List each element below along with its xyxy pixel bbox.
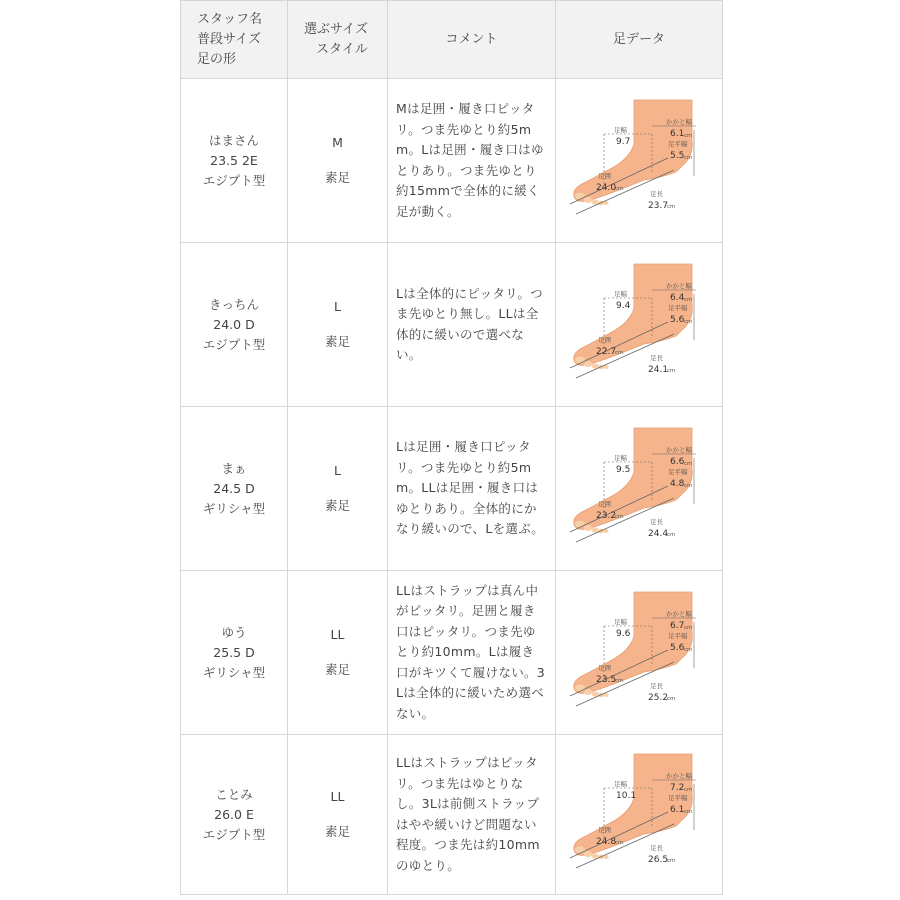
foot-shape: エジプト型 [202, 336, 266, 352]
flat-label: 足平幅 [668, 467, 688, 476]
heel-unit: cm [684, 786, 693, 793]
heel-value: 7.2 [670, 782, 685, 793]
chosen-size: M [332, 135, 343, 150]
heel-unit: cm [684, 132, 693, 139]
header-size-line: 選ぶサイズ [304, 21, 368, 37]
comment-cell: Mは足囲・履き口ピッタリ。つま先ゆとり約5mm。Lは足囲・履き口はゆとりあり。つま先ゆとり約15mmで全体的に緩く足が動く。 [388, 79, 556, 243]
header-foot-data: 足データ [556, 1, 723, 79]
staff-cell [181, 571, 288, 735]
heel-value: 6.6 [670, 456, 685, 467]
staff-name: まぁ [221, 460, 247, 476]
length-label: 足長 [650, 681, 663, 690]
header-staff-line: 足の形 [197, 51, 237, 67]
size-cell [288, 571, 388, 735]
length-label: 足長 [650, 843, 663, 852]
ball-value: 9.6 [616, 628, 631, 639]
foot-shape: エジプト型 [202, 172, 266, 188]
foot-diagram [564, 588, 714, 718]
length-value: 23.7 [648, 200, 669, 211]
foot-shape: ギリシャ型 [202, 500, 266, 516]
staff-name: はまさん [208, 132, 259, 148]
toe-shape [575, 356, 585, 363]
usual-size: 26.0 E [214, 806, 254, 822]
header-staff-line: スタッフ名 [197, 11, 263, 27]
heel-label: かかと幅 [666, 771, 692, 780]
size-cell [288, 407, 388, 571]
usual-size: 24.0 D [213, 316, 255, 332]
toe-shape [592, 853, 599, 858]
usual-size: 24.5 D [213, 480, 255, 496]
staff-cell [181, 243, 288, 407]
staff-cell [181, 407, 288, 571]
flat-value: 4.8 [670, 478, 685, 489]
foot-diagram [564, 260, 714, 390]
comment-cell: Lは全体的にピッタリ。つま先ゆとり無し。LLは全体的に緩いので選べない。 [388, 243, 556, 407]
size-cell [288, 735, 388, 895]
comment-cell: LLはストラップはピッタリ。つま先はゆとりなし。3Lは前側ストラップはやや緩いけど問題ない程度。つま先は約10mmのゆとり。 [388, 735, 556, 895]
staff-cell [181, 735, 288, 895]
instep-unit: cm [615, 185, 624, 192]
length-value: 24.4 [648, 528, 669, 539]
length-label: 足長 [650, 353, 663, 362]
foot-data-cell [556, 571, 723, 735]
foot-data-cell [556, 79, 723, 243]
flat-value: 5.5 [670, 150, 685, 161]
chosen-size: LL [330, 789, 345, 804]
foot-data-cell [556, 243, 723, 407]
foot-diagram [564, 96, 714, 226]
toe-shape [592, 527, 599, 532]
heel-label: かかと幅 [666, 117, 692, 126]
foot-diagram [564, 750, 714, 880]
staff-row [181, 407, 723, 571]
instep-label: 足囲 [598, 171, 611, 180]
style: 素足 [324, 334, 350, 349]
toe-shape [584, 851, 592, 857]
length-unit: cm [667, 367, 676, 374]
instep-value: 24.8 [596, 836, 617, 847]
heel-label: かかと幅 [666, 445, 692, 454]
heel-value: 6.7 [670, 620, 685, 631]
chosen-size: L [334, 463, 341, 478]
toe-shape [592, 363, 599, 368]
header-comment: コメント [388, 1, 556, 79]
length-unit: cm [667, 203, 676, 210]
style: 素足 [324, 498, 350, 513]
flat-unit: cm [684, 154, 693, 161]
heel-label: かかと幅 [666, 281, 692, 290]
ball-value: 10.1 [616, 790, 637, 801]
toe-shape [584, 197, 592, 203]
heel-unit: cm [684, 296, 693, 303]
flat-label: 足平幅 [668, 139, 688, 148]
chosen-size: L [334, 299, 341, 314]
header-staff [181, 1, 288, 79]
size-cell [288, 79, 388, 243]
header-row [181, 1, 723, 79]
length-value: 24.1 [648, 364, 669, 375]
header-staff-line: 普段サイズ [197, 31, 261, 47]
style: 素足 [324, 824, 350, 839]
heel-unit: cm [684, 460, 693, 467]
ball-label: 足幅 [614, 125, 627, 134]
staff-row [181, 79, 723, 243]
fitting-table [180, 0, 723, 895]
toe-shape [584, 361, 592, 367]
staff-cell [181, 79, 288, 243]
instep-value: 23.2 [596, 510, 617, 521]
flat-unit: cm [684, 482, 693, 489]
length-label: 足長 [650, 189, 663, 198]
foot-data-cell [556, 735, 723, 895]
toe-shape [584, 689, 592, 695]
flat-unit: cm [684, 646, 693, 653]
style: 素足 [324, 170, 350, 185]
heel-unit: cm [684, 624, 693, 631]
chosen-size: LL [330, 627, 345, 642]
staff-row [181, 735, 723, 895]
toe-shape [584, 525, 592, 531]
comment-cell: LLはストラップは真ん中がピッタリ。足囲と履き口はピッタリ。つま先ゆとり約10mm。Lは履き口がキツくて履けない。3Lは全体的に緩いため選べない。 [388, 571, 556, 735]
instep-label: 足囲 [598, 825, 611, 834]
staff-row [181, 243, 723, 407]
toe-shape [592, 691, 599, 696]
length-label: 足長 [650, 517, 663, 526]
instep-unit: cm [615, 349, 624, 356]
instep-unit: cm [615, 513, 624, 520]
heel-label: かかと幅 [666, 609, 692, 618]
instep-value: 24.0 [596, 182, 617, 193]
length-unit: cm [667, 531, 676, 538]
flat-label: 足平幅 [668, 793, 688, 802]
size-cell [288, 243, 388, 407]
instep-value: 23.5 [596, 674, 617, 685]
toe-shape [592, 199, 599, 204]
comment-cell: Lは足囲・履き口ピッタリ。つま先ゆとり約5mm。LLは足囲・履き口はゆとりあり。全体的にかなり緩いので、Lを選ぶ。 [388, 407, 556, 571]
toe-shape [575, 846, 585, 853]
foot-diagram [564, 424, 714, 554]
ball-label: 足幅 [614, 779, 627, 788]
flat-value: 5.6 [670, 314, 685, 325]
usual-size: 25.5 D [213, 644, 255, 660]
staff-name: ことみ [215, 786, 253, 802]
foot-shape: エジプト型 [202, 826, 266, 842]
toe-shape [575, 520, 585, 527]
flat-value: 6.1 [670, 804, 685, 815]
ball-label: 足幅 [614, 453, 627, 462]
instep-value: 22.7 [596, 346, 617, 357]
heel-value: 6.1 [670, 128, 685, 139]
flat-value: 5.6 [670, 642, 685, 653]
instep-unit: cm [615, 839, 624, 846]
instep-label: 足囲 [598, 335, 611, 344]
length-unit: cm [667, 857, 676, 864]
ball-value: 9.7 [616, 136, 631, 147]
header-size-line: スタイル [316, 41, 368, 57]
flat-label: 足平幅 [668, 303, 688, 312]
foot-shape: ギリシャ型 [202, 664, 266, 680]
toe-shape [575, 684, 585, 691]
flat-unit: cm [684, 318, 693, 325]
staff-row [181, 571, 723, 735]
length-value: 25.2 [648, 692, 669, 703]
foot-data-cell [556, 407, 723, 571]
ball-label: 足幅 [614, 289, 627, 298]
header-size [288, 1, 388, 79]
usual-size: 23.5 2E [210, 152, 258, 168]
staff-name: ゆう [221, 624, 247, 640]
ball-value: 9.5 [616, 464, 631, 475]
flat-label: 足平幅 [668, 631, 688, 640]
instep-unit: cm [615, 677, 624, 684]
ball-value: 9.4 [616, 300, 631, 311]
length-unit: cm [667, 695, 676, 702]
instep-label: 足囲 [598, 499, 611, 508]
toe-shape [575, 192, 585, 199]
style: 素足 [324, 662, 350, 677]
heel-value: 6.4 [670, 292, 685, 303]
ball-label: 足幅 [614, 617, 627, 626]
length-value: 26.5 [648, 854, 669, 865]
instep-label: 足囲 [598, 663, 611, 672]
staff-name: きっちん [208, 296, 259, 312]
flat-unit: cm [684, 808, 693, 815]
